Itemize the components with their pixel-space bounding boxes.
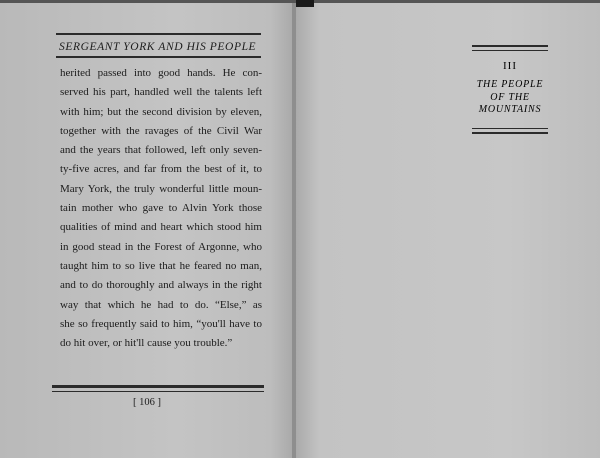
text-line: in good stead in the Forest of Argonne, who — [60, 240, 262, 253]
text-line: and to do thoroughly and always in the right — [60, 279, 262, 292]
footer-rule-thick — [52, 385, 264, 388]
text-line: she so frequently said to him, “you'll have to — [60, 317, 262, 330]
text-line: served his part, handled well the talents left — [60, 86, 262, 99]
chapter-title-line: MOUNTAINS — [478, 104, 542, 115]
chapter-number: III — [503, 60, 517, 72]
body-text — [60, 64, 262, 353]
running-head: SERGEANT YORK AND HIS PEOPLE — [59, 41, 257, 53]
running-head-bottom-rule — [56, 56, 261, 58]
chapter-top-rule-thin — [472, 50, 548, 51]
text-line: herited passed into good hands. He con- — [60, 67, 262, 79]
left-page — [0, 0, 294, 458]
right-page — [295, 0, 600, 458]
text-line: Mary York, the truly wonderful little moun- — [60, 182, 262, 195]
text-line: do hit over, or hit'll cause you trouble.” — [60, 337, 233, 350]
corner-mark — [296, 0, 314, 7]
text-line: with him; but the second division by eleven, — [60, 105, 262, 118]
chapter-title-line: OF THE — [490, 91, 530, 103]
page-number: [ 106 ] — [133, 397, 161, 408]
text-line: ty-five acres, and far from the best of it, to — [60, 163, 262, 176]
text-line: taught him to so live that he feared no man, — [60, 259, 262, 272]
text-line: together with the ravages of the Civil War — [60, 124, 262, 137]
text-line: qualities of mind and heart which stood him — [60, 221, 262, 234]
text-line: tain mother who gave to Alvin York those — [60, 202, 262, 215]
chapter-title — [466, 79, 554, 117]
chapter-bottom-rule-thick — [472, 132, 548, 134]
text-line: and the years that followed, left only seven- — [60, 144, 262, 157]
text-line: way that which he had to do. “Else,” as — [60, 298, 262, 311]
chapter-title-line: THE PEOPLE — [476, 79, 544, 90]
running-head-top-rule — [56, 33, 261, 35]
chapter-top-rule-thick — [472, 45, 548, 47]
book-gutter — [292, 0, 296, 458]
chapter-bottom-rule-thin — [472, 128, 548, 129]
footer-rule-thin — [52, 391, 264, 392]
